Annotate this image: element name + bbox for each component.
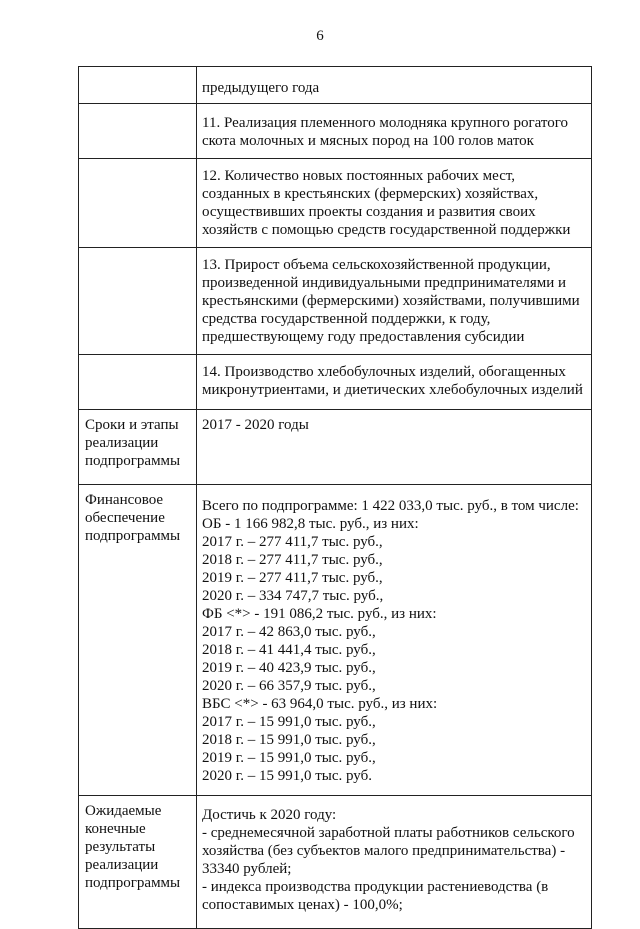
text-line: хозяйств с помощью средств государственной поддержки bbox=[202, 222, 571, 238]
table-row bbox=[79, 485, 592, 796]
text-line: 2017 г. – 15 991,0 тыс. руб., bbox=[202, 714, 376, 730]
label-cell-empty bbox=[79, 104, 197, 159]
text-line: 2019 г. – 40 423,9 тыс. руб., bbox=[202, 660, 376, 676]
label-line: подпрограммы bbox=[85, 528, 181, 544]
text-line: средства государственной поддержки, к году, bbox=[202, 311, 491, 327]
table-row bbox=[79, 355, 592, 410]
financing-value-cell bbox=[197, 485, 592, 796]
text-line: микронутриентами, и диетических хлебобулочных изделий bbox=[202, 382, 583, 398]
label-line: Сроки и этапы bbox=[85, 417, 179, 433]
text-line: 11. Реализация племенного молодняка крупного рогатого bbox=[202, 115, 569, 131]
text-line: - индекса производства продукции растениеводства (в bbox=[202, 879, 549, 895]
text-line: 2017 г. – 42 863,0 тыс. руб., bbox=[202, 624, 376, 640]
label-cell-empty bbox=[79, 67, 197, 104]
text-line: 2017 - 2020 годы bbox=[202, 417, 309, 433]
label-line: реализации bbox=[85, 435, 159, 451]
indicator-14-cell bbox=[197, 355, 592, 410]
table-row bbox=[79, 67, 592, 104]
subprogram-passport-table bbox=[78, 66, 592, 929]
text-line: ВБС <*> - 63 964,0 тыс. руб., из них: bbox=[202, 696, 438, 712]
text-line: 2020 г. – 66 357,9 тыс. руб., bbox=[202, 678, 376, 694]
indicator-12-cell bbox=[197, 159, 592, 248]
text-line: крестьянскими (фермерскими) хозяйствами, получившими bbox=[202, 293, 580, 309]
label-line: обеспечение bbox=[85, 510, 165, 526]
text-line: предшествующему году предоставления субсидии bbox=[202, 329, 525, 345]
label-line: конечные bbox=[85, 821, 146, 837]
text-line: 2020 г. – 334 747,7 тыс. руб., bbox=[202, 588, 384, 604]
label-line: Ожидаемые bbox=[85, 803, 162, 819]
label-line: подпрограммы bbox=[85, 453, 181, 469]
label-cell-empty bbox=[79, 159, 197, 248]
page-number: 6 bbox=[316, 28, 324, 44]
table-row bbox=[79, 796, 592, 929]
continuation-cell bbox=[197, 67, 592, 104]
label-line: Финансовое bbox=[85, 492, 164, 508]
financing-label-cell bbox=[79, 485, 197, 796]
text-line: созданных в крестьянских (фермерских) хозяйствах, bbox=[202, 186, 539, 202]
text-line: 2018 г. – 41 441,4 тыс. руб., bbox=[202, 642, 376, 658]
text-line: 2018 г. – 277 411,7 тыс. руб., bbox=[202, 552, 383, 568]
text-line: ФБ <*> - 191 086,2 тыс. руб., из них: bbox=[202, 606, 437, 622]
label-line: результаты bbox=[85, 839, 156, 855]
label-cell-empty bbox=[79, 248, 197, 355]
text-line: 2020 г. – 15 991,0 тыс. руб. bbox=[202, 768, 372, 784]
indicator-11-cell bbox=[197, 104, 592, 159]
terms-value-cell bbox=[197, 410, 592, 485]
text-line: Всего по подпрограмме: 1 422 033,0 тыс. руб., в том числе: bbox=[202, 498, 579, 514]
text-line: ОБ - 1 166 982,8 тыс. руб., из них: bbox=[202, 516, 419, 532]
label-cell-empty bbox=[79, 355, 197, 410]
table-row bbox=[79, 104, 592, 159]
text-line: хозяйства (без субъектов малого предпринимательства) - bbox=[202, 843, 566, 859]
text-line: Достичь к 2020 году: bbox=[202, 807, 337, 823]
table-row bbox=[79, 410, 592, 485]
text-line: 2017 г. – 277 411,7 тыс. руб., bbox=[202, 534, 383, 550]
text-line: 14. Производство хлебобулочных изделий, обогащенных bbox=[202, 364, 566, 380]
table-row bbox=[79, 159, 592, 248]
text-line: 33340 рублей; bbox=[202, 861, 292, 877]
label-line: подпрограммы bbox=[85, 875, 181, 891]
text-line: сопоставимых ценах) - 100,0%; bbox=[202, 897, 403, 913]
text-line: предыдущего года bbox=[202, 80, 320, 96]
text-line: 2019 г. – 15 991,0 тыс. руб., bbox=[202, 750, 376, 766]
results-value-cell bbox=[197, 796, 592, 929]
text-line: - среднемесячной заработной платы работников сельского bbox=[202, 825, 575, 841]
terms-label-cell bbox=[79, 410, 197, 485]
text-line: осуществивших проекты создания и развития своих bbox=[202, 204, 536, 220]
table-row bbox=[79, 248, 592, 355]
text-line: 12. Количество новых постоянных рабочих мест, bbox=[202, 168, 516, 184]
text-line: 2018 г. – 15 991,0 тыс. руб., bbox=[202, 732, 376, 748]
text-line: скота молочных и мясных пород на 100 голов маток bbox=[202, 133, 534, 149]
text-line: 2019 г. – 277 411,7 тыс. руб., bbox=[202, 570, 383, 586]
text-line: произведенной индивидуальными предпринимателями и bbox=[202, 275, 567, 291]
indicator-13-cell bbox=[197, 248, 592, 355]
results-label-cell bbox=[79, 796, 197, 929]
text-line: 13. Прирост объема сельскохозяйственной продукции, bbox=[202, 257, 551, 273]
label-line: реализации bbox=[85, 857, 159, 873]
